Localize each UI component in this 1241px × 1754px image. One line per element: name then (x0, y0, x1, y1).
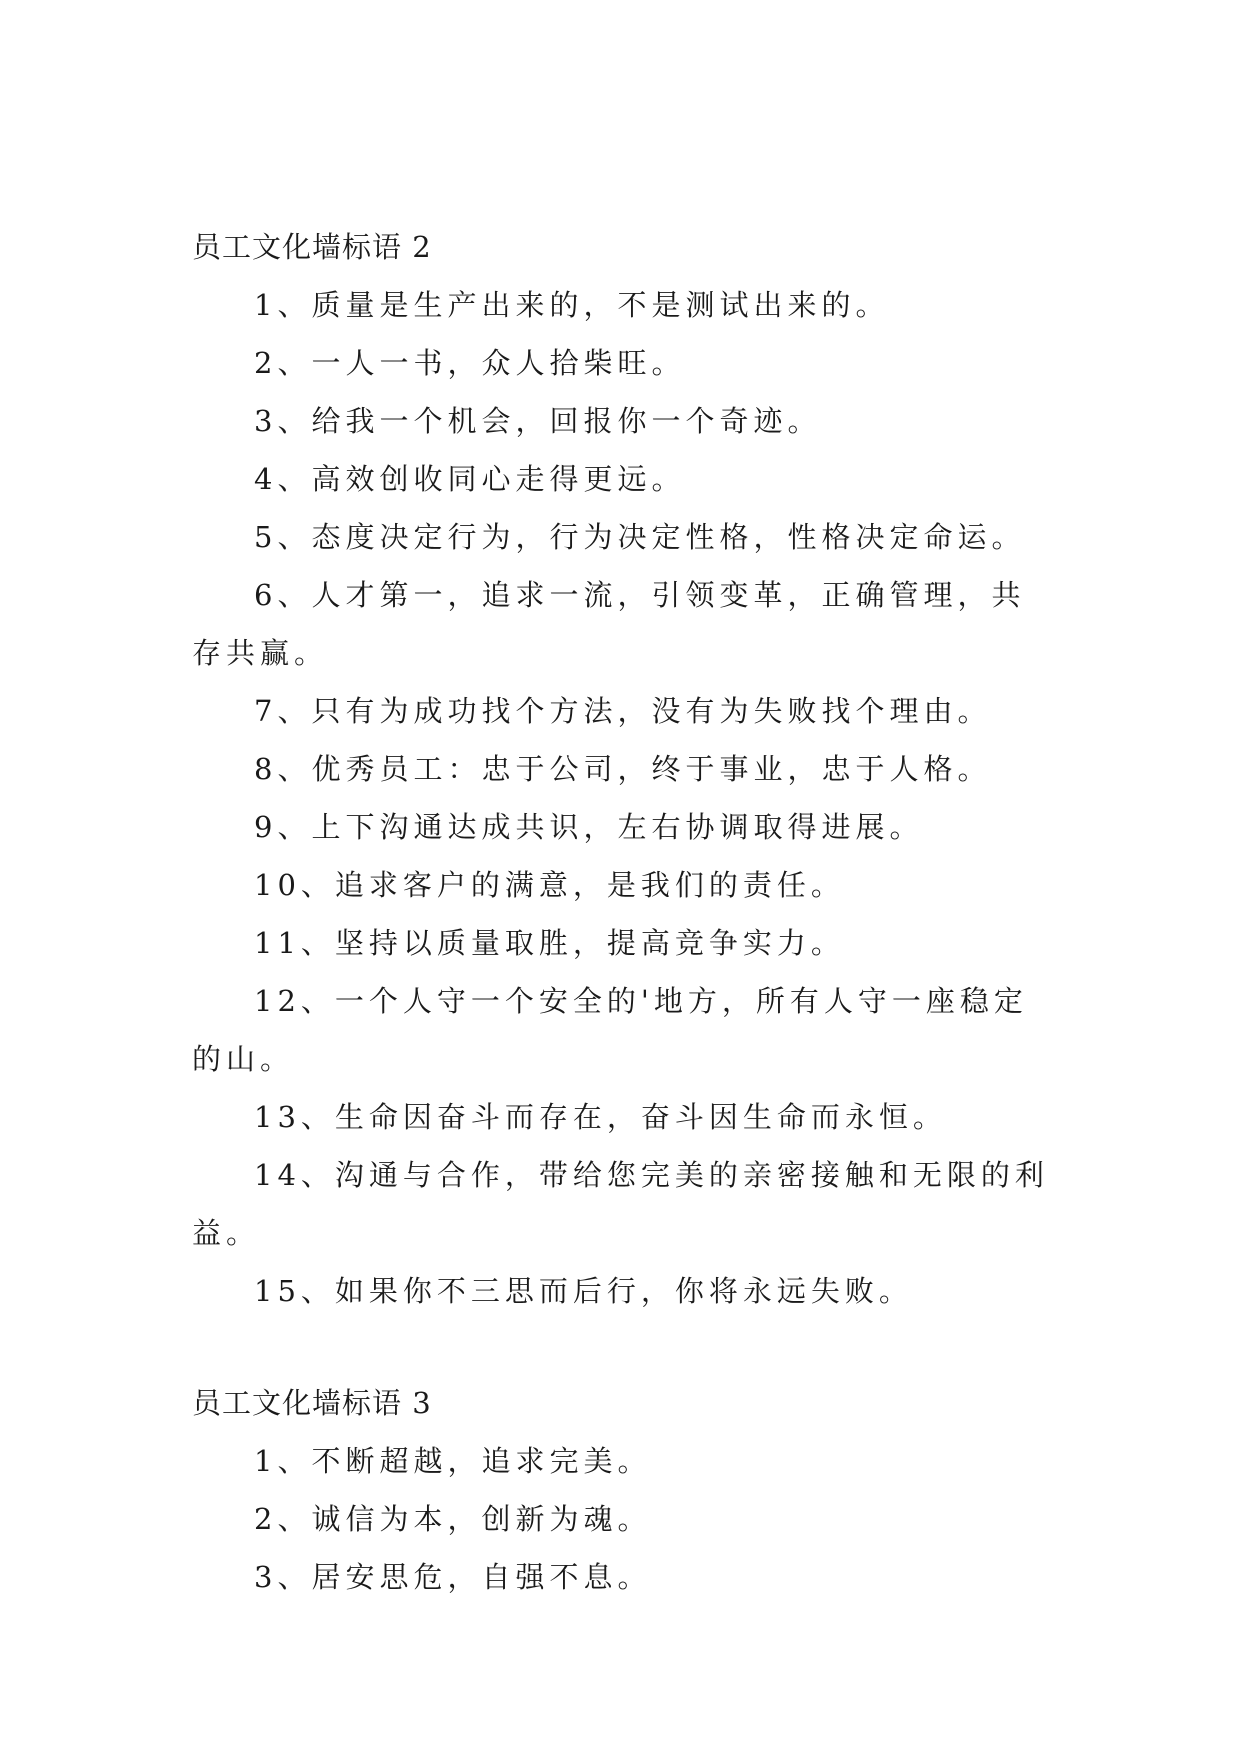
list-item: 5、态度决定行为，行为决定性格，性格决定命运。 (254, 520, 1026, 554)
list-item: 6、人才第一，追求一流，引领变革，正确管理，共存共赢。 (192, 578, 1026, 670)
section-spacer (192, 1320, 1052, 1374)
list-item: 11、坚持以质量取胜，提高竞争实力。 (254, 926, 845, 960)
list-item: 14、沟通与合作，带给您完美的亲密接触和无限的利益。 (192, 1158, 1049, 1250)
list-item: 9、上下沟通达成共识，左右协调取得进展。 (254, 810, 924, 844)
section-title: 员工文化墙标语 2 (192, 230, 432, 264)
list-item: 8、优秀员工：忠于公司，终于事业，忠于人格。 (254, 752, 992, 786)
list-item: 12、一个人守一个安全的'地方，所有人守一座稳定的山。 (192, 984, 1028, 1076)
list-item: 10、追求客户的满意，是我们的责任。 (254, 868, 845, 902)
section-title: 员工文化墙标语 3 (192, 1386, 432, 1420)
slogan-list (192, 276, 1052, 1320)
list-item: 3、给我一个机会，回报你一个奇迹。 (254, 404, 822, 438)
slogan-list (192, 1432, 1052, 1606)
list-item: 4、高效创收同心走得更远。 (254, 462, 686, 496)
list-item: 2、一人一书，众人拾柴旺。 (254, 346, 686, 380)
list-item: 15、如果你不三思而后行，你将永远失败。 (254, 1274, 913, 1308)
list-item: 3、居安思危，自强不息。 (254, 1560, 652, 1594)
list-item: 2、诚信为本，创新为魂。 (254, 1502, 652, 1536)
list-item: 1、不断超越，追求完美。 (254, 1444, 652, 1478)
list-item: 1、质量是生产出来的，不是测试出来的。 (254, 288, 890, 322)
list-item: 7、只有为成功找个方法，没有为失败找个理由。 (254, 694, 992, 728)
list-item: 13、生命因奋斗而存在，奋斗因生命而永恒。 (254, 1100, 947, 1134)
document-body (192, 218, 1052, 1606)
